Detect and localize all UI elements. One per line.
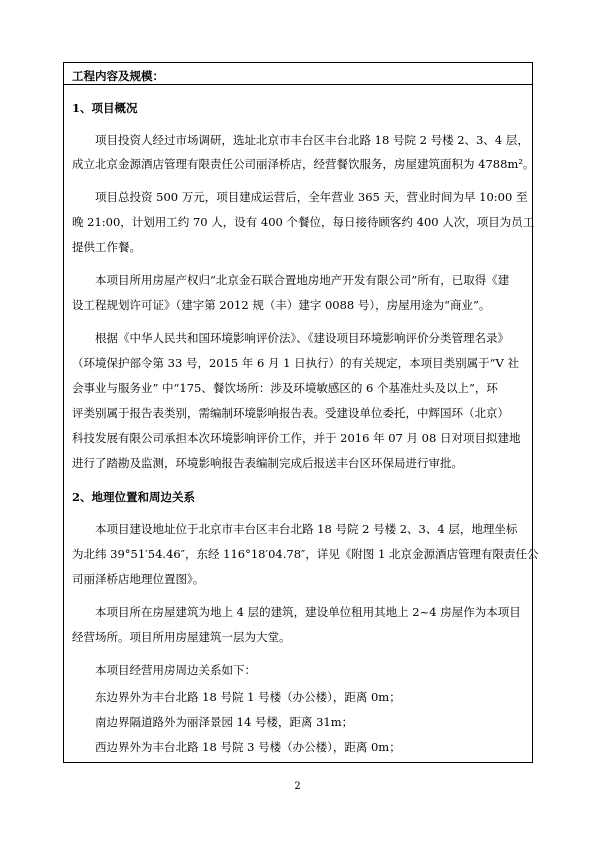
heading-project-overview: 1、项目概况	[72, 101, 138, 115]
paragraph-line: 司丽泽桥店地理位置图》。	[72, 572, 205, 586]
paragraph-line: 评类别属于报告表类别，需编制环境影响报告表。受建设单位委托，中辉国环（北京）	[72, 406, 509, 420]
paragraph-line: 本项目经营用房周边关系如下：	[95, 663, 256, 677]
paragraph-line: 提供工作餐。	[72, 240, 141, 254]
boundary-east: 东边界外为丰台北路 18 号院 1 号楼（办公楼），距离 0m；	[95, 690, 401, 704]
paragraph-line: 晚 21:00，计划用工约 70 人，设有 400 个餐位，每日接待顾客约 400 人次，项目为员工	[72, 215, 535, 229]
heading-location: 2、地理位置和周边关系	[72, 490, 196, 504]
paragraph-line: 设工程规划许可证》（建字第 2012 规（丰）建字 0088 号），房屋用途为“商业”。	[72, 298, 491, 312]
paragraph-line: 本项目建设地址位于北京市丰台区丰台北路 18 号院 2 号楼 2、3、4 层，地理坐标	[95, 522, 518, 536]
paragraph-line: 成立北京金源酒店管理有限责任公司丽泽桥店，经营餐饮服务，房屋建筑面积为 4788m²。	[72, 157, 535, 171]
section-title: 工程内容及规模：	[72, 69, 164, 83]
paragraph-line: 项目投资人经过市场调研，选址北京市丰台区丰台北路 18 号院 2 号楼 2、3、4 层，	[95, 133, 529, 147]
paragraph-line: 进行了踏勘及监测，环境影响报告表编制完成后报送丰台区环保局进行审批。	[72, 456, 463, 470]
page-number: 2	[294, 781, 301, 792]
paragraph-line: 会事业与服务业” 中“175、餐饮场所：涉及环境敏感区的 6 个基准灶头及以上”，环	[72, 381, 498, 395]
paragraph-line: 经营场所。项目所用房屋建筑一层为大堂。	[72, 630, 291, 644]
header-divider	[64, 84, 532, 85]
boundary-south: 南边界隔道路外为丽泽景园 14 号楼，距离 31m；	[95, 715, 354, 729]
paragraph-line: 科技发展有限公司承担本次环境影响评价工作，并于 2016 年 07 月 08 日对项目拟建地	[72, 431, 521, 445]
content-frame	[63, 62, 539, 763]
boundary-west: 西边界外为丰台北路 18 号院 3 号楼（办公楼），距离 0m；	[95, 740, 401, 754]
paragraph-line: （环境保护部令第 33 号，2015 年 6 月 1 日执行）的有关规定，本项目类别属于“V 社	[72, 356, 519, 370]
paragraph-line: 根据《中华人民共和国环境影响评价法》、《建设项目环境影响评价分类管理名录》	[95, 331, 509, 345]
paragraph-line: 为北纬 39°51′54.46″，东经 116°18′04.78″，详见《附图 1 北京金源酒店管理有限责任公	[72, 547, 539, 561]
paragraph-line: 本项目所用房屋产权归“北京金石联合置地房地产开发有限公司”所有，已取得《建	[95, 273, 510, 287]
paragraph-line: 项目总投资 500 万元，项目建成运营后，全年营业 365 天，营业时间为早 10:00 至	[95, 190, 528, 204]
paragraph-line: 本项目所在房屋建筑为地上 4 层的建筑，建设单位租用其地上 2~4 房屋作为本项目	[95, 605, 521, 619]
